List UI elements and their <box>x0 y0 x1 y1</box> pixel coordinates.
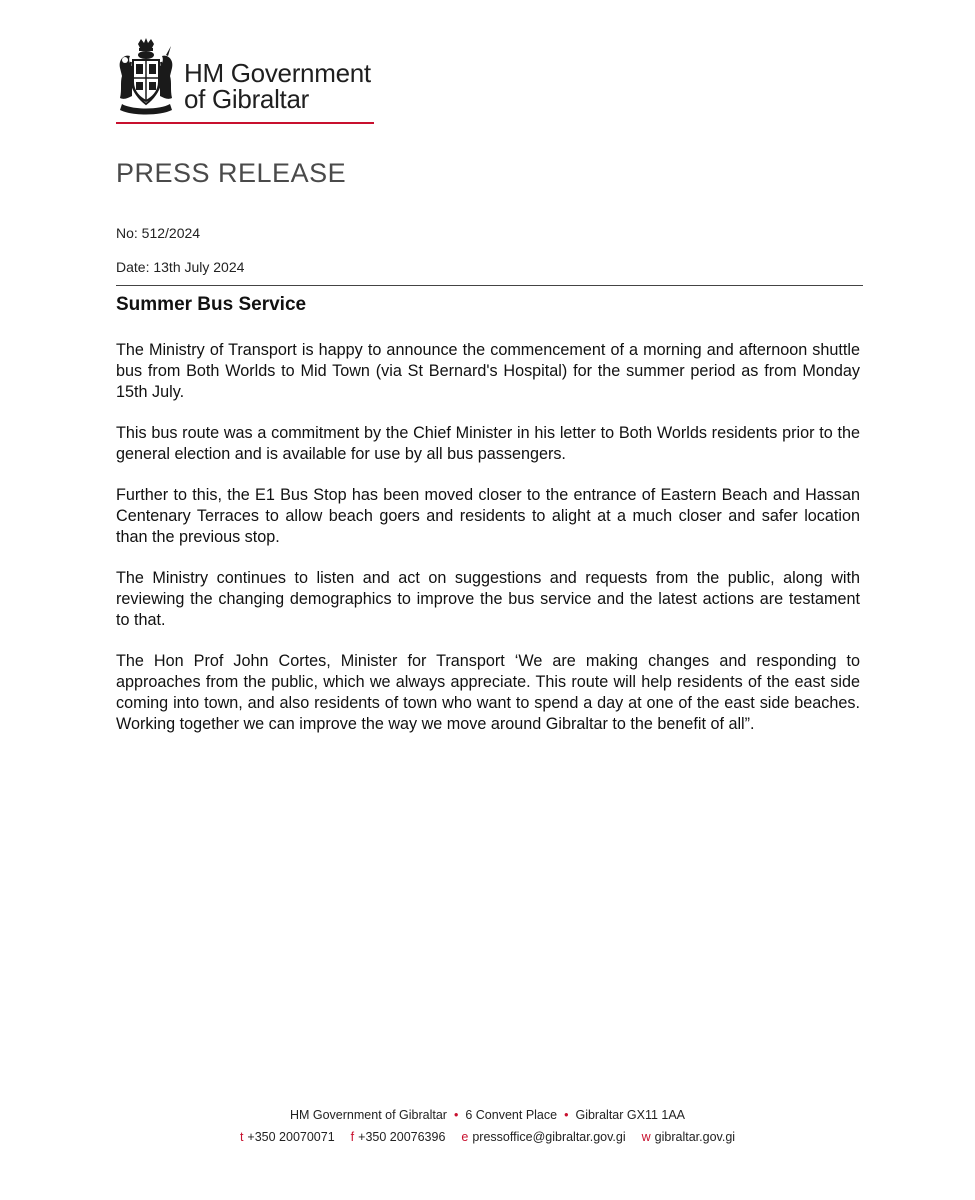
bullet-icon: • <box>453 1108 459 1122</box>
release-date: Date: 13th July 2024 <box>116 259 245 275</box>
web-key: w <box>641 1130 651 1144</box>
footer-web[interactable]: gibraltar.gov.gi <box>654 1130 736 1144</box>
paragraph: The Ministry of Transport is happy to announce the commencement of a morning and afternoon shuttle bus from Both Worlds to Mid Town (via St Bernard's Hospital) for the summer period as from Monday 15th July. <box>116 341 860 401</box>
letterhead <box>116 38 376 128</box>
meta-divider <box>116 285 863 286</box>
footer <box>0 1104 975 1148</box>
header-divider <box>116 122 374 124</box>
footer-postcode: Gibraltar GX11 1AA <box>575 1108 686 1122</box>
paragraph: Further to this, the E1 Bus Stop has been moved closer to the entrance of Eastern Beach and Hassan Centenary Terraces to allow beach goers and residents to alight at a much closer and safer location than the previous stop. <box>116 486 860 546</box>
tel-key: t <box>239 1130 244 1144</box>
organisation-name-line2: of Gibraltar <box>184 84 310 114</box>
footer-tel: +350 20070071 <box>247 1130 335 1144</box>
footer-email[interactable]: pressoffice@gibraltar.gov.gi <box>472 1130 626 1144</box>
footer-contact-line <box>0 1126 975 1148</box>
footer-address: 6 Convent Place <box>465 1108 558 1122</box>
paragraph: The Hon Prof John Cortes, Minister for Transport ‘We are making changes and responding to approaches from the public, which we always appreciate. This route will help residents of the east side coming into town, and also residents of town who want to spend a day at one of the east side beaches. Working together we can improve the way we move around Gibraltar to the benefit of all”. <box>116 652 860 733</box>
fax-key: f <box>350 1130 355 1144</box>
footer-org: HM Government of Gibraltar <box>289 1108 447 1122</box>
organisation-name <box>184 60 371 112</box>
bullet-icon: • <box>564 1108 569 1122</box>
coat-of-arms-icon <box>116 38 176 116</box>
document-title: PRESS RELEASE <box>116 158 347 188</box>
footer-address-line <box>0 1104 975 1126</box>
footer-fax: +350 20076396 <box>358 1130 446 1144</box>
headline: Summer Bus Service <box>116 294 307 315</box>
paragraph: The Ministry continues to listen and act on suggestions and requests from the public, along with reviewing the changing demographics to improve the bus service and the latest actions are testament to that. <box>116 569 860 629</box>
body-text <box>116 340 860 755</box>
paragraph: This bus route was a commitment by the Chief Minister in his letter to Both Worlds residents prior to the general election and is available for use by all bus passengers. <box>116 424 860 463</box>
email-key: e <box>461 1130 469 1144</box>
organisation-name-line1: HM Government <box>184 58 371 88</box>
release-number: No: 512/2024 <box>116 225 201 241</box>
